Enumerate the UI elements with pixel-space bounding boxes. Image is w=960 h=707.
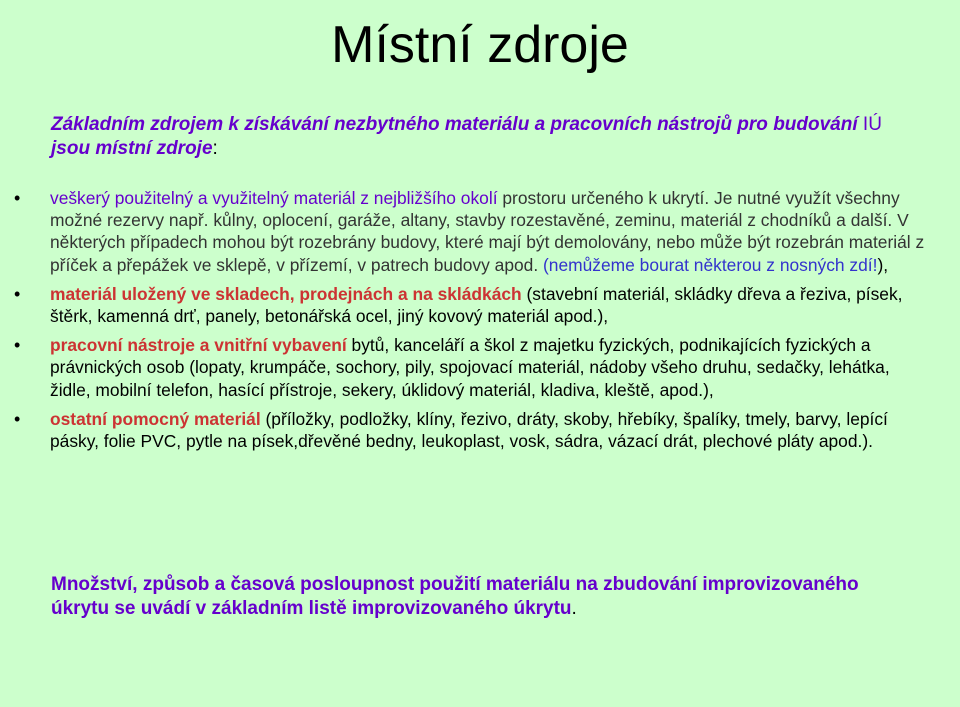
list-item-lead: materiál uložený ve skladech, prodejnách a na skládkách	[50, 283, 522, 304]
list-item-tail: ),	[877, 254, 889, 275]
intro-paragraph	[51, 113, 911, 161]
list-item-note: (nemůžeme bourat některou z nosných zdí!	[543, 254, 878, 275]
bullet-icon: •	[14, 408, 21, 429]
bullet-icon: •	[14, 283, 21, 304]
list-item-lead: pracovní nástroje a vnitřní vybavení	[50, 335, 347, 356]
list-item-lead: ostatní pomocný materiál	[50, 408, 261, 429]
bullet-icon: •	[14, 335, 21, 356]
bullet-icon: •	[14, 188, 21, 208]
intro-text-after: jsou místní zdroje	[51, 138, 213, 159]
list-item-text: (příložky, podložky, klíny, řezivo, dráty, skoby, hřebíky, špalíky, tmely, barvy, lepící pásky, folie PVC, pytle na písek,dřevěné bedny, leukoplast, vosk, sádra, vázací drát, plechové pláty apod.).	[50, 408, 888, 452]
closing-period: .	[571, 598, 577, 619]
closing-paragraph	[51, 573, 911, 621]
page-title: Místní zdroje	[331, 16, 629, 74]
intro-text: Základním zdrojem k získávání nezbytného materiálu a pracovních nástrojů pro budování	[51, 114, 863, 135]
resource-list	[0, 187, 960, 459]
closing-text: Množství, způsob a časová posloupnost použití materiálu na zbudování improvizovaného úkrytu se uvádí v základním listě improvizovaného úkrytu	[51, 574, 859, 619]
list-item-lead: veškerý použitelný a využitelný materiál z nejbližšího okolí	[50, 188, 498, 208]
list-item	[0, 187, 930, 276]
intro-abbreviation: IÚ	[862, 114, 882, 135]
list-item-text: (stavební materiál, skládky dřeva a řeziva, písek, štěrk, kamenná drť, panely, betonářská ocel, jiný kovový materiál apod.),	[50, 283, 903, 327]
list-item-text: prostoru určeného k ukrytí. Je nutné využít všechny možné rezervy např. kůlny, oplocení, garáže, altany, stavby rozestavěné, zeminu, materiál z chodníků a další. V některých případech mohou být rozebrány budovy, které mají být demolovány, nebo může být rozebrán materiál z příček a přepážek ve sklepě, v přízemí, v patrech budovy apod.	[50, 188, 925, 275]
list-item	[0, 334, 930, 401]
intro-colon: :	[212, 138, 218, 159]
list-item	[0, 408, 930, 452]
list-item-text: bytů, kanceláří a škol z majetku fyzických, podnikajících fyzických a právnických osob (lopaty, krumpáče, sochory, pily, spojovací materiál, nádoby všeho druhu, sedačky, lehátka, židle, mobilní telefon, hasící přístroje, sekery, úklidový materiál, kladiva, kleště, apod.),	[50, 335, 890, 400]
list-item	[0, 283, 930, 327]
